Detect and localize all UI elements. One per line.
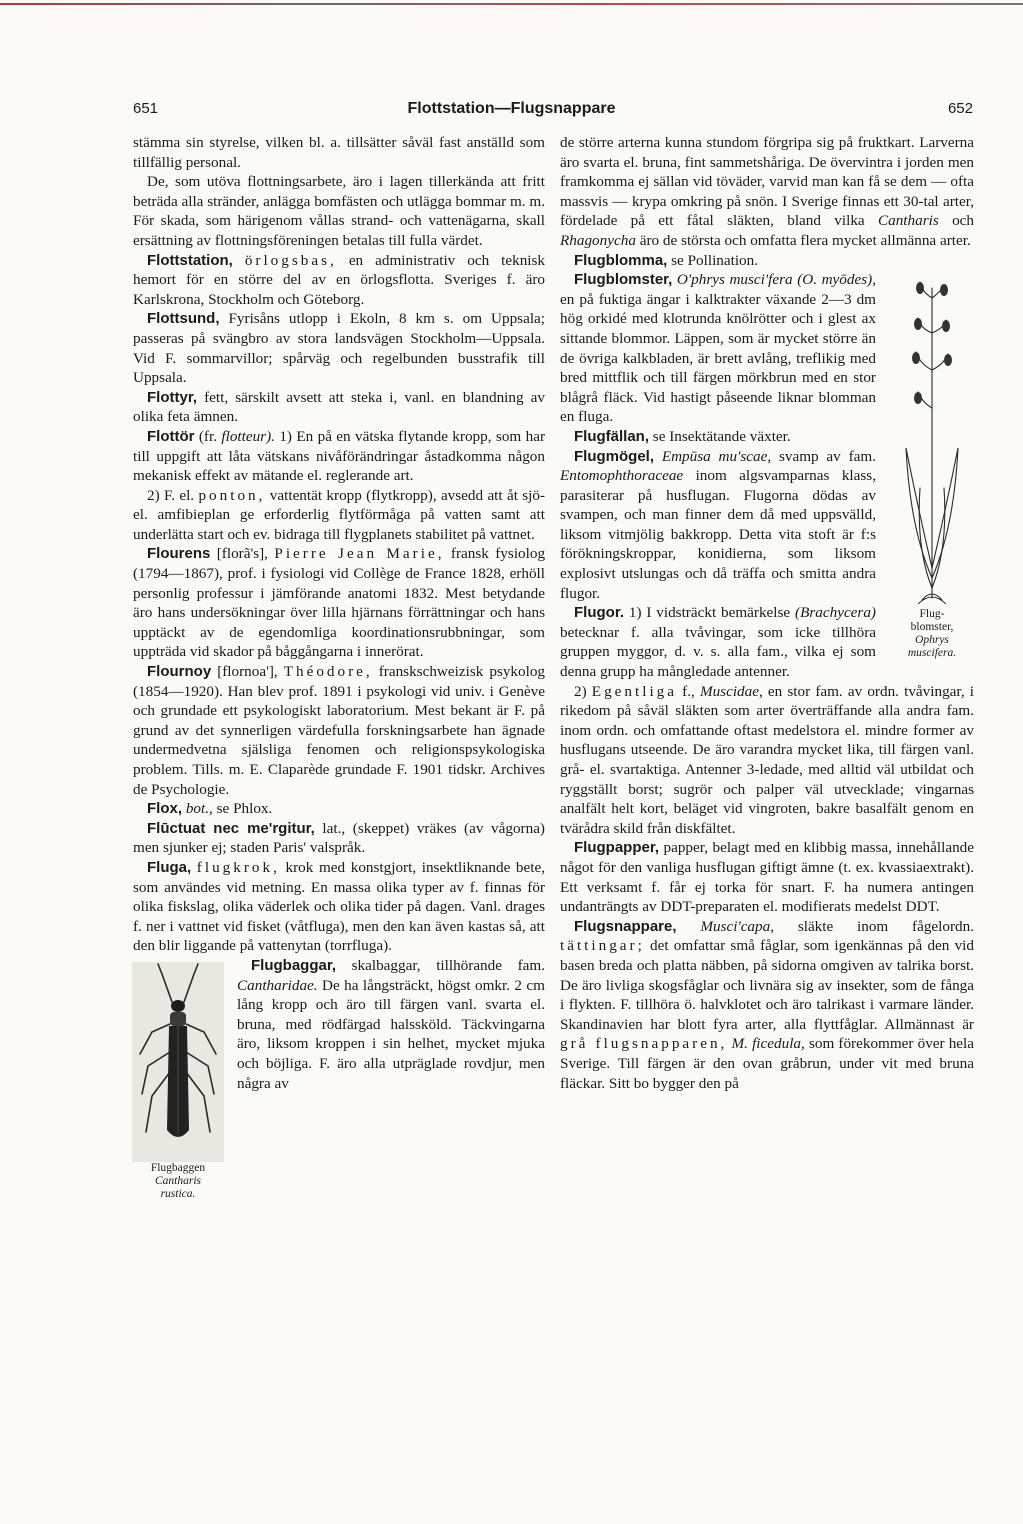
- page-title: Flottstation—Flugsnappare: [407, 100, 616, 117]
- headword: Flottyr,: [147, 388, 198, 406]
- entry-flugpapper: Flugpapper, papper, belagt med en klibbig massa, innehållande något för den vanliga husflugan giftigt ämne (t. ex. kvassiaextrakt). Ett verksamt f. får ej torka för snart. F. ha numera antingen undanträngts av DDT-preparaten el. modifierats medelst DDT.: [560, 839, 975, 916]
- entry-continuation: [133, 133, 545, 172]
- headword: Flūctuat nec me'rgitur,: [147, 819, 315, 837]
- entry-flugmogel: Flugmögel, Empūsa mu'scae, svamp av fam. Entomophthoraceae inom algsvamparnas klass, parasiterar på husflugan. Flugorna dödas av svampen, och man finner dem då med uppsvälld, liksom vitmjölig bakkropp. Detta vita stoft är f:s förökningskroppar, konidierna, som liksom explosivt utslungas och då träffa och smitta andra flugor.: [560, 447, 876, 602]
- entry-flugfallan: Flugfällan, se Insektätande växter.: [574, 427, 791, 445]
- headword: Flugmögel,: [574, 447, 654, 465]
- top-rule: [0, 3, 1023, 5]
- beetle-illustration-icon: [132, 962, 224, 1162]
- page-number-right: 652: [947, 100, 973, 117]
- entry-fluctuat: Flūctuat nec me'rgitur, lat., (skeppet) vräkes (av vågorna) men sjunker ej; staden Paris' valspråk.: [133, 819, 545, 857]
- beetle-caption: Flugbaggen Cantharis rustica.: [150, 1161, 206, 1200]
- entry-flottsund: Flottsund, Fyrisåns utlopp i Ekoln, 8 km s. om Uppsala; passeras på svängbro av stora landsvägen Stockholm—Uppsala. Vid F. sommarvillor; spårväg och regelbunden busstrafik till Uppsala.: [133, 310, 545, 387]
- entry-paragraph: De, som utöva flottningsarbete, äro i lagen tillerkända att fritt beträda alla stränder, anlägga bomfästen och utlägga bommar m. m. För skada, som härigenom vållas strand- och vattenägarna, skall ersättning av flottningsföreningen betalas till fulla värdet.: [133, 173, 545, 249]
- headword: Flugfällan,: [574, 427, 649, 445]
- headword: Flugblomster,: [574, 271, 673, 289]
- entry-flottor-2: 2) F. el. ponton, vattentät kropp (flytkropp), avsedd att åt sjö- el. amfibieplan ge erforderlig flytförmåga på vatten samt att underlätta start och ev. bidraga till flygplanets stabilitet på vattnet.: [133, 486, 546, 543]
- entry-flourens: Flourens [florã's], Pierre Jean Marie, fransk fysiolog (1794—1867), prof. i fysiologi vid Collège de France 1828, erhöll personlig professur i jämförande anatomi 1832. Mest betydande äro hans undersökningar över lilla hjärnans förrättningar och hans upptäckt av de egendomliga koordinationsrubbningar, som uppträda vid skador på båggångarna i innerörat.: [133, 545, 546, 661]
- entry-flugbaggar: Flugbaggar, skalbaggar, tillhörande fam. Cantharidae. De ha långsträckt, högst omkr. 2 cm lång kropp och äro till färgen vanl. svarta el. bruna, med rödfärgad halssköld. Täckvingarna äro, liksom kroppen i sin helhet, mycket mjuka och böjliga. F. äro alla utpräglade rovdjur, men några av: [237, 956, 545, 1092]
- entry-continuation: de större arterna kunna stundom förgripa sig på fruktkart. Larverna äro svarta el. bruna, fint sammetshåriga. De övervintra i jorden men framkomma ej sällan vid töväder, varvid man kan få se dem — ofta massvis — krypa omkring på snön. I Sverige finnas ett 30-tal arter, fördelade på ett fåtal släkten, bland vilka Cantharis och Rhagonycha äro de största och omfatta flera mycket allmänna arter.: [560, 134, 975, 249]
- entry-flugblomma: Flugblomma, se Pollination.: [574, 251, 759, 269]
- orchid-figure: [884, 278, 980, 668]
- headword: Flourens: [147, 545, 211, 563]
- entry-flugsnappare: Flugsnappare, Musci'capa, släkte inom fågelordn. tättingar; det omfattar små fåglar, som igenkännas på den vid basen breda och platta näbben, på sidorna omgiven av talrika borst. De äro livliga skogsfåglar och livnära sig av insekter, som de fånga i flykten. F. tillhöra ö. halvklotet och äro talrikast i varmare länder. Skandinavien har blott fyra arter, alla flyttfåglar. Allmännast är grå flugsnapparen, M. ficedula, som förekommer över hela Sverige. Till färgen är den ovan gråbrun, under vit med bruna fläckar. Sitt bo bygger den på: [560, 917, 975, 1092]
- headword: Flottstation,: [147, 251, 233, 269]
- headword: Flugor.: [574, 604, 624, 622]
- entry-flugor-2: 2) Egentliga f., Muscidae, en stor fam. av ordn. tvåvingar, i rikedom på såväl släkten som arter överträffande alla andra fam. inom ordn. och omfattande oftast medelstora el. mindre former av husflugans utseende. De äro varandra mycket lika, till färgen vanl. grå- el. svartaktiga. Antenner 3-ledade, med alltid väl utbildat och ryggställt borst; sugrör och palper väl utvecklade; vingarnas analfält helt kort, beläget vid vingroten, bakre basalfält genom en tvärådra skild från diskfältet.: [560, 682, 975, 837]
- entry-fluga: Fluga, flugkrok, krok med konstgjort, insektliknande bete, som användes vid metning. En massa olika typer av f. finnas för olika fiskslag, olika väderlek och olika tider på dagen. Vanl. drages f. ner i vattnet vid fisket (våtfluga), men den kan även kastas så, att den blir liggande på vattenytan (torrfluga).: [133, 858, 546, 955]
- entry-flournoy: Flournoy [flornoa'], Théodore, franskschweizisk psykolog (1854—1920). Han blev prof. 1891 i psykologi vid univ. i Genève och grundade ett psykologiskt laboratorium. Mest bekant är F. på grund av det synnerligen värdefulla forskningsarbete han ägnade undermedvetna själsliga fenomen och religionspsykologiska problem. Tills. m. E. Claparède grundade F. 1901 tidskr. Archives de Psychologie.: [133, 663, 546, 798]
- orchid-caption: Flug- blomster, Ophrys muscifera.: [907, 608, 957, 660]
- page-number-left: 651: [133, 100, 159, 117]
- entry-flottor: Flottör (fr. flotteur). 1) En på en vätska flytande kropp, som har till uppgift att låta vätskans nivåförändringar åstadkomma någon mekanisk effekt av mätande el. reglerande art.: [133, 427, 545, 485]
- headword: Flugsnappare,: [574, 917, 677, 935]
- headword: Flugblomma,: [574, 251, 668, 269]
- left-column: [133, 133, 545, 1212]
- entry-flox: Flox, bot., se Phlox.: [147, 800, 273, 818]
- headword: Flugbaggar,: [251, 956, 337, 974]
- headword: Flox,: [147, 800, 183, 818]
- headword: Fluga,: [147, 858, 192, 876]
- orchid-illustration-icon: [900, 278, 964, 608]
- running-header: [0, 100, 1023, 120]
- headword: Flugpapper,: [574, 839, 660, 857]
- headword: Flottör: [147, 427, 195, 445]
- headword: Flottsund,: [147, 310, 220, 328]
- beetle-figure: [129, 962, 227, 1212]
- entry-flottstation: Flottstation, örlogsbas, en administrativ och teknisk hemort för en större del av en örlogsflotta. Sveriges f. äro Karlskrona, Stockholm och Göteborg.: [133, 251, 546, 308]
- entry-text: stämma sin styrelse, vilken bl. a. tillsätter såväl fast anställd som tillfällig personal.: [133, 134, 545, 171]
- entry-flugor: Flugor. 1) I vidsträckt bemärkelse (Brachycera) betecknar f. alla tvåvingar, som icke tillhöra gruppen myggor, d. v. s. alla fam., vilka ej som denna grupp ha mångledade antenner.: [560, 604, 876, 681]
- entry-flugblomster: Flugblomster, O'phrys musci'fera (O. myōdes), en på fuktiga ängar i kalktrakter växande 2—3 dm hög orkidé med klotrunda knölrötter och i glest ax sittande blommor. Läppen, som är mycket större än de övriga kalkbladen, är brett avlång, treflikig med bred mittflik och till färgen mörkbrun med en stor blågrå fläck. Vid hastigt påseende liknar blomman en fluga.: [560, 271, 876, 426]
- headword: Flournoy: [147, 663, 212, 681]
- right-column: [560, 133, 974, 1093]
- entry-flottyr: Flottyr, fett, särskilt avsett att steka i, vanl. en blandning av olika feta ämnen.: [133, 388, 546, 426]
